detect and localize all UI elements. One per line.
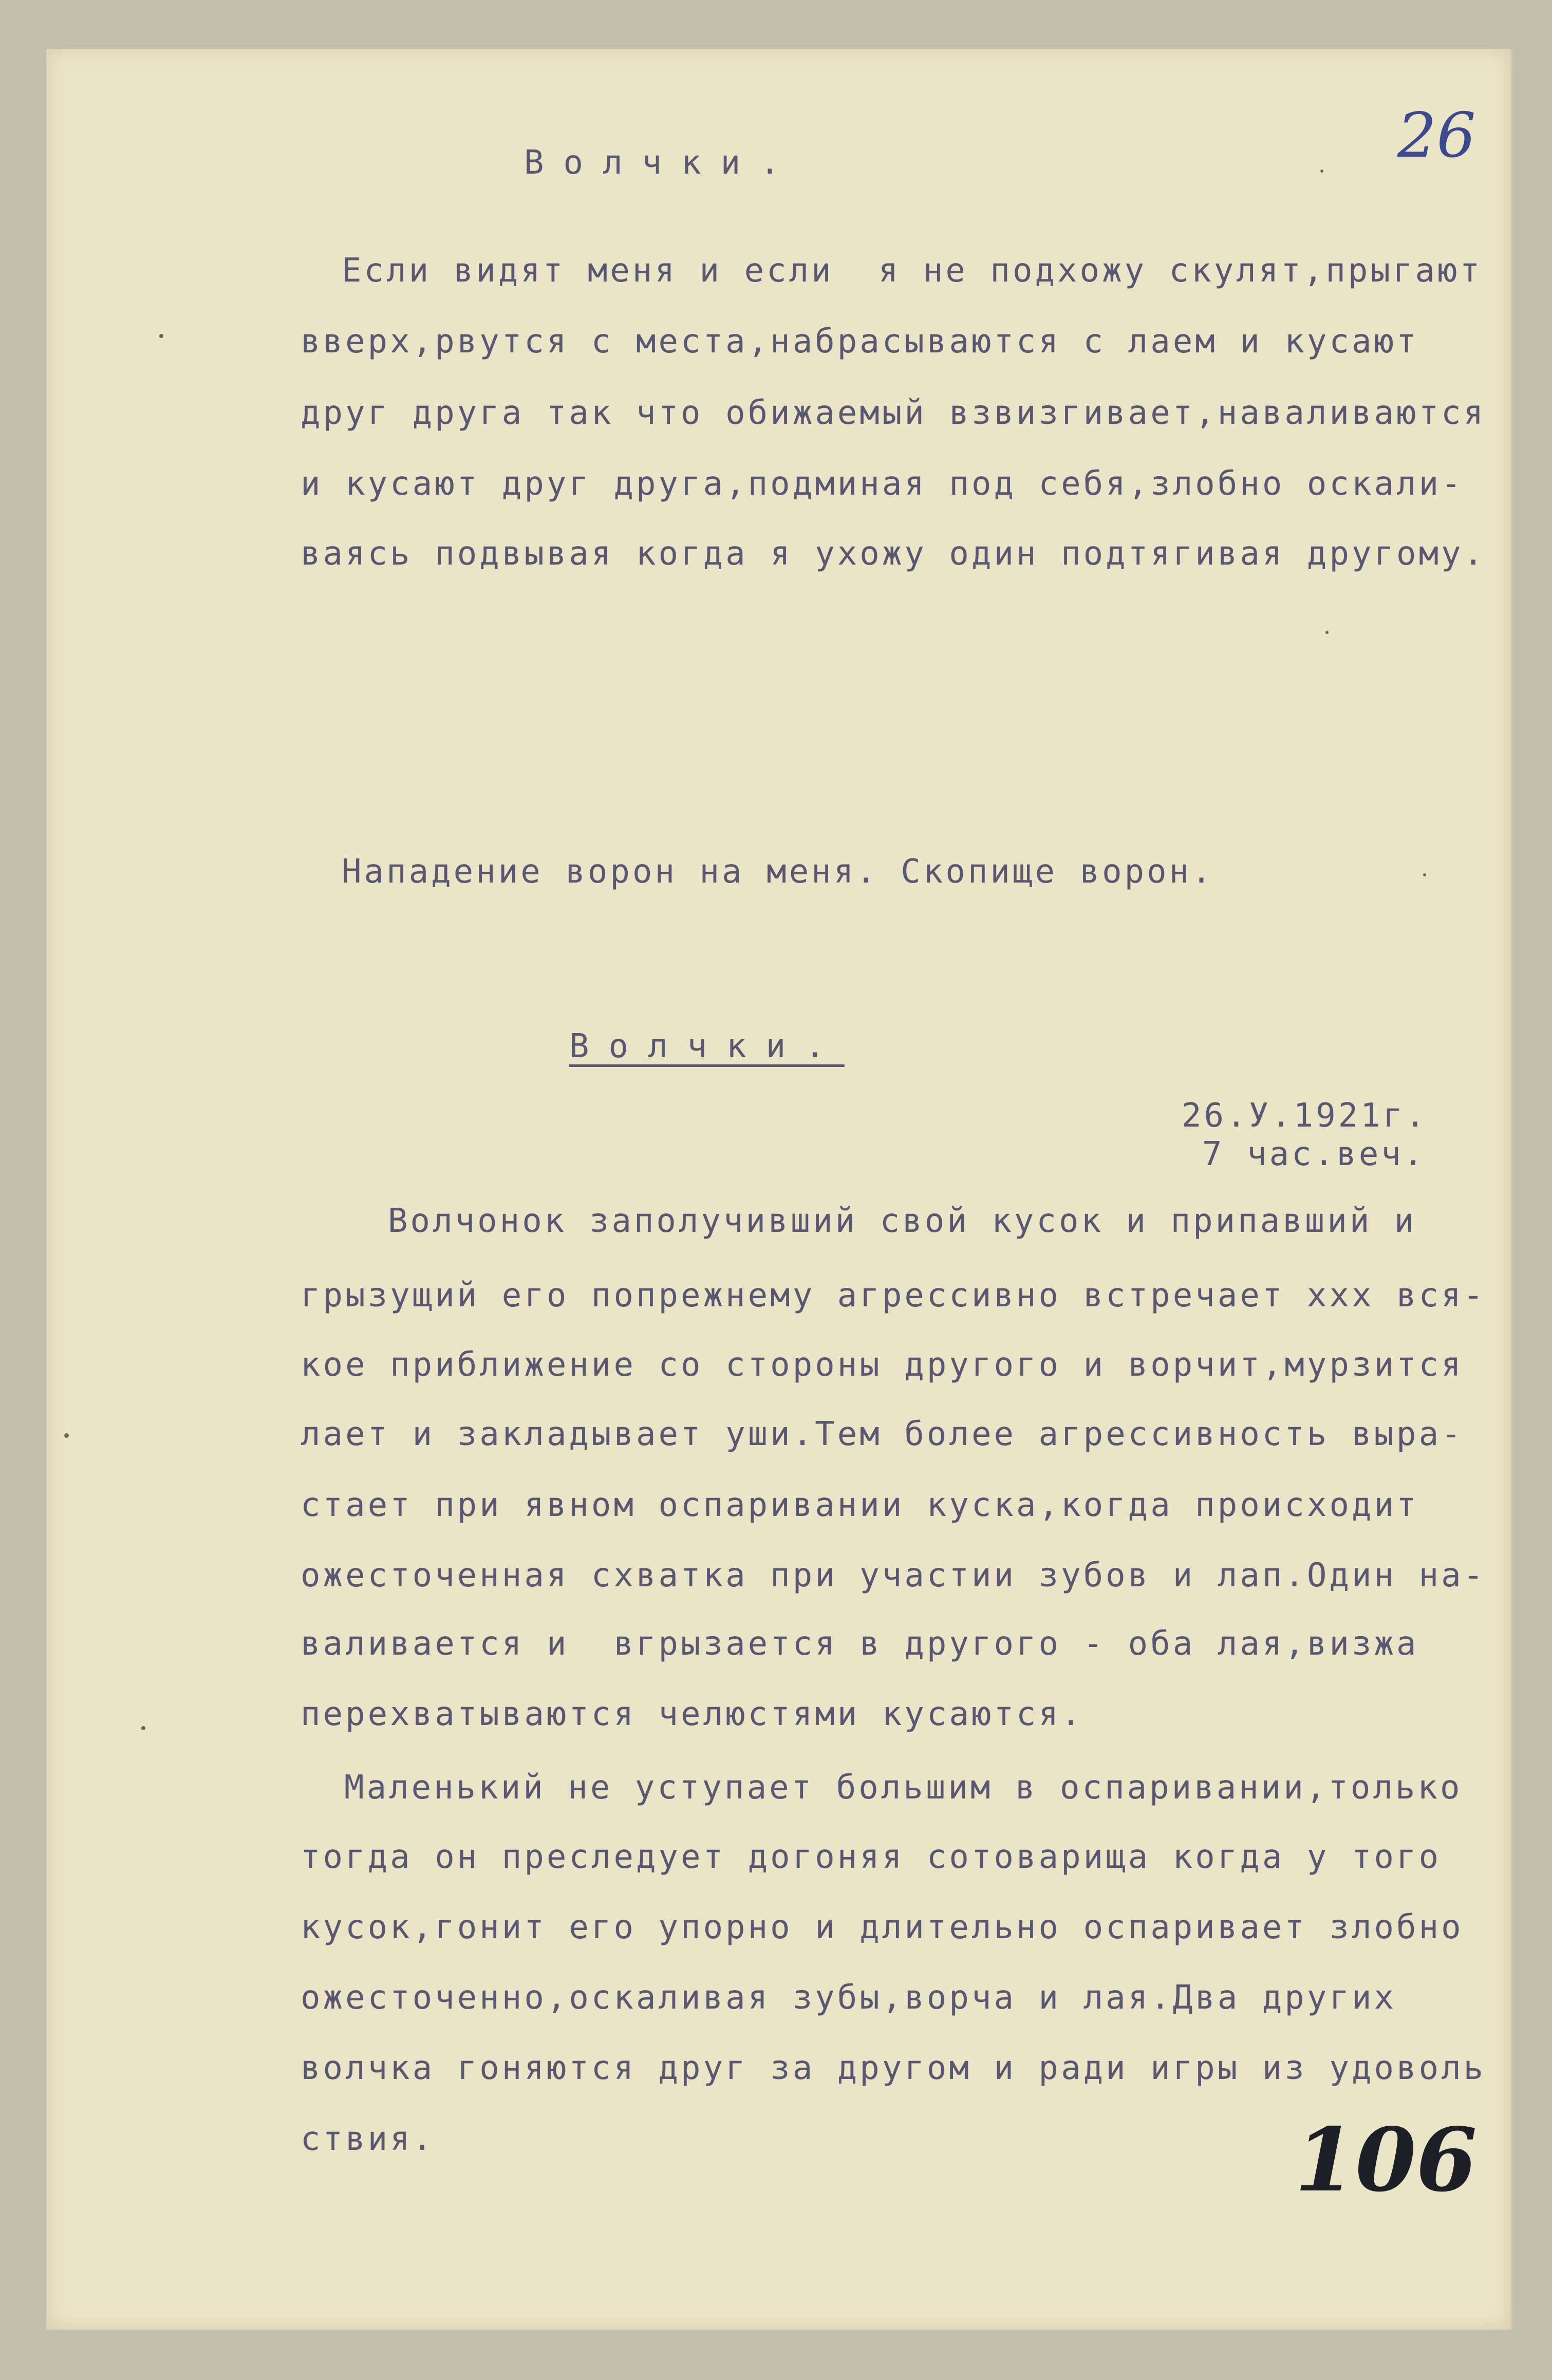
- section1-line-2: вверх,рвутся с места,набрасываются с лаем и кусают: [301, 323, 1419, 361]
- paper-speck: [1423, 873, 1426, 876]
- handwritten-folio-number: 106: [1295, 2109, 1477, 2212]
- para1-line-3: кое приближение со стороны другого и ворчит,мурзится: [301, 1346, 1464, 1384]
- entry-date: 26.У.1921г.: [1182, 1097, 1428, 1135]
- para1-line-2: грызущий его попрежнему агрессивно встречает ххх вся-: [301, 1277, 1486, 1315]
- handwritten-page-number: 26: [1397, 100, 1476, 172]
- section1-line-5: ваясь подвывая когда я ухожу один подтягивая другому.: [301, 535, 1486, 573]
- para1-line-6: ожесточенная схватка при участии зубов и лап.Один на-: [301, 1557, 1486, 1595]
- para2-line-1: Маленький не уступает большим в оспаривании,только: [344, 1769, 1463, 1807]
- note-line: Нападение ворон на меня. Скопище ворон.: [342, 853, 1214, 891]
- para1-line-1: Волчонок заполучивший свой кусок и припавший и: [388, 1202, 1417, 1240]
- section1-line-1: Если видят меня и если я не подхожу скулят,прыгают: [342, 252, 1483, 290]
- para1-line-8: перехватываются челюстями кусаются.: [301, 1695, 1083, 1733]
- section1-line-3: друг друга так что обижаемый взвизгивает,наваливаются: [301, 394, 1486, 432]
- section1-line-4: и кусают друг друга,подминая под себя,злобно оскали-: [301, 465, 1464, 503]
- para1-line-5: стает при явном оспаривании куска,когда происходит: [301, 1486, 1419, 1524]
- para2-line-3: кусок,гонит его упорно и длительно оспаривает злобно: [301, 1908, 1464, 1946]
- para2-line-2: тогда он преследует догоняя сотоварища когда у того: [301, 1838, 1442, 1876]
- paper-speck: [141, 1726, 145, 1730]
- para2-line-4: ожесточенно,оскаливая зубы,ворча и лая.Два других: [301, 1979, 1397, 2017]
- paper-speck: [1325, 631, 1329, 634]
- para2-line-6: ствия.: [301, 2120, 435, 2158]
- para2-line-5: волчка гоняются друг за другом и ради игры из удоволь: [301, 2049, 1486, 2087]
- paper-speck: [1320, 170, 1323, 173]
- section1-heading: Волчки.: [524, 144, 799, 182]
- para1-line-4: лает и закладывает уши.Тем более агрессивность выра-: [301, 1415, 1464, 1453]
- paper-speck: [159, 334, 163, 338]
- entry-time: 7 час.веч.: [1202, 1135, 1426, 1173]
- para1-line-7: валивается и вгрызается в другого - оба лая,визжа: [301, 1625, 1419, 1663]
- section2-heading: Волчки.: [569, 1027, 845, 1065]
- paper-speck: [64, 1433, 69, 1438]
